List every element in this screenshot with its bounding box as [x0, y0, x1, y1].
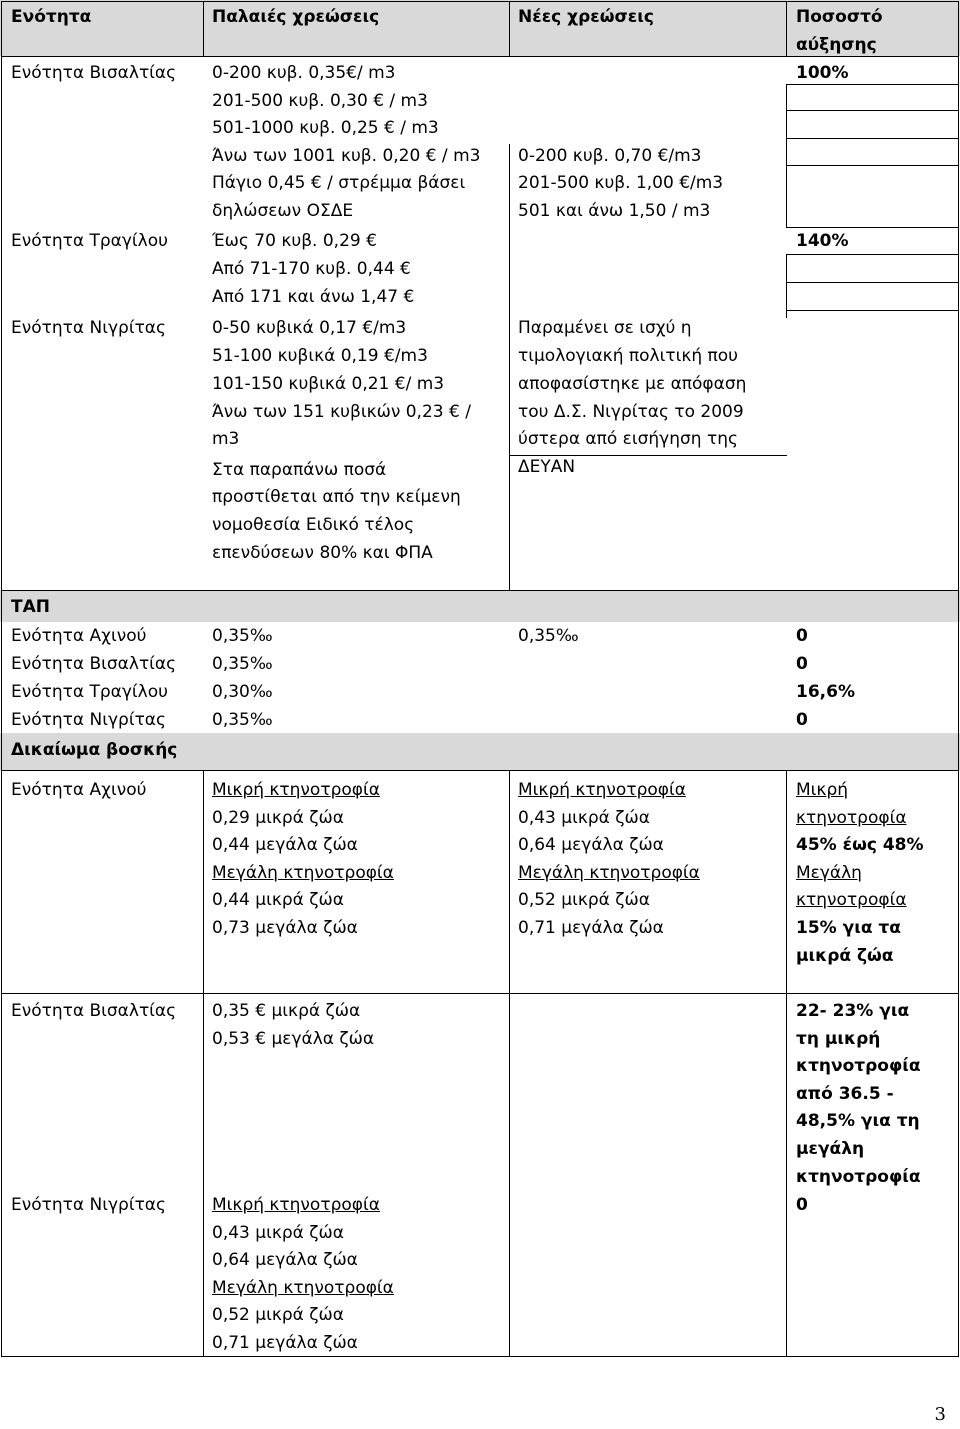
- old-charge-line: Άνω των 1001 κυβ. 0,20 € / m3: [212, 146, 481, 166]
- section-name: Ενότητα Τραγίλου: [11, 231, 168, 251]
- old-charge-line: Από 71-170 κυβ. 0,44 €: [212, 259, 411, 279]
- new-charge-line: 501 και άνω 1,50 / m3: [518, 201, 711, 221]
- grid-line: [509, 144, 510, 590]
- old-charge-line: Μικρή κτηνοτροφία: [212, 780, 380, 800]
- increase-value: 0: [796, 1195, 808, 1215]
- new-charge-line: 0-200 κυβ. 0,70 €/m3: [518, 146, 702, 166]
- header-increase: Ποσοστό αύξησης: [796, 7, 883, 55]
- tap-section-band: [0, 590, 960, 622]
- grid-line: [509, 770, 510, 1356]
- new-charge-line: Μεγάλη κτηνοτροφία: [518, 863, 700, 883]
- old-charge-line: 501-1000 κυβ. 0,25 € / m3: [212, 118, 439, 138]
- old-charge-line: Έως 70 κυβ. 0,29 €: [212, 231, 377, 251]
- increase-line: 15% για τα: [796, 918, 901, 938]
- tap-row-old: 0,35‰: [212, 626, 273, 646]
- old-charge-line: 0-200 κυβ. 0,35€/ m3: [212, 63, 396, 83]
- increase-value: 140%: [796, 231, 849, 251]
- page-number: 3: [934, 1404, 946, 1425]
- new-charge-line: 201-500 κυβ. 1,00 €/m3: [518, 173, 724, 193]
- tap-row-increase: 0: [796, 654, 808, 674]
- new-charge-line: 0,71 μεγάλα ζώα: [518, 918, 664, 938]
- tap-title: ΤΑΠ: [11, 597, 50, 617]
- increase-line: μικρά ζώα: [796, 946, 894, 966]
- tap-row-old: 0,30‰: [212, 682, 273, 702]
- old-charge-line: Μεγάλη κτηνοτροφία: [212, 1278, 394, 1298]
- tap-row-name: Ενότητα Νιγρίτας: [11, 710, 166, 730]
- old-charge-line: προστίθεται από την κείμενη: [212, 487, 461, 507]
- new-charge-line: του Δ.Σ. Νιγρίτας το 2009: [518, 402, 744, 422]
- section-name: Ενότητα Βισαλτίας: [11, 1001, 177, 1021]
- grid-line: [1, 590, 959, 591]
- grid-line: [203, 770, 204, 1356]
- tap-row-new: 0,35‰: [518, 626, 579, 646]
- header-old-charges: Παλαιές χρεώσεις: [212, 7, 380, 27]
- grid-line: [786, 310, 958, 311]
- tap-row-increase: 16,6%: [796, 682, 855, 702]
- old-charge-line: 51-100 κυβικά 0,19 €/m3: [212, 346, 428, 366]
- grid-line: [1, 1, 2, 1357]
- old-charge-line: δηλώσεων ΟΣΔΕ: [212, 201, 354, 221]
- grid-line: [786, 770, 787, 1356]
- grid-line: [786, 84, 787, 228]
- grid-line: [786, 110, 958, 111]
- increase-line: 48,5% για τη: [796, 1111, 920, 1131]
- old-charge-line: 0,43 μικρά ζώα: [212, 1223, 344, 1243]
- new-charge-line: Παραμένει σε ισχύ η: [518, 318, 692, 338]
- new-charge-line: Μικρή κτηνοτροφία: [518, 780, 686, 800]
- grid-line: [1, 993, 959, 994]
- old-charge-line: 0,44 μεγάλα ζώα: [212, 835, 358, 855]
- old-charge-line: Μεγάλη κτηνοτροφία: [212, 863, 394, 883]
- old-charge-line: 0,53 € μεγάλα ζώα: [212, 1029, 375, 1049]
- old-charge-line: 0,29 μικρά ζώα: [212, 808, 344, 828]
- new-charge-line: ύστερα από εισήγηση της: [518, 429, 738, 449]
- increase-line: κτηνοτροφία: [796, 808, 907, 828]
- increase-value: 100%: [796, 63, 849, 83]
- tap-row-old: 0,35‰: [212, 710, 273, 730]
- section-name: Ενότητα Βισαλτίας: [11, 63, 177, 83]
- grid-line: [786, 282, 958, 283]
- old-charge-line: 0-50 κυβικά 0,17 €/m3: [212, 318, 407, 338]
- old-charge-line: Μικρή κτηνοτροφία: [212, 1195, 380, 1215]
- grid-line: [1, 1, 959, 2]
- grid-line: [203, 1, 204, 57]
- new-charge-line: αποφασίστηκε με απόφαση: [518, 374, 747, 394]
- grid-line: [786, 165, 958, 166]
- old-charge-line: 0,73 μεγάλα ζώα: [212, 918, 358, 938]
- old-charge-line: 101-150 κυβικά 0,21 €/ m3: [212, 374, 445, 394]
- grid-line: [786, 254, 787, 318]
- grid-line: [786, 1, 787, 57]
- section-name: Ενότητα Νιγρίτας: [11, 318, 166, 338]
- old-charge-line: Από 171 και άνω 1,47 €: [212, 287, 415, 307]
- increase-line: Μεγάλη: [796, 863, 862, 883]
- old-charge-line: 0,64 μεγάλα ζώα: [212, 1250, 358, 1270]
- header-section: Ενότητα: [11, 7, 92, 27]
- old-charge-line: 0,44 μικρά ζώα: [212, 890, 344, 910]
- section-name: Ενότητα Αχινού: [11, 780, 147, 800]
- grid-line: [509, 1, 510, 57]
- increase-line: 22- 23% για: [796, 1001, 910, 1021]
- header-new-charges: Νέες χρεώσεις: [518, 7, 654, 27]
- grazing-title: Δικαίωμα βοσκής: [11, 740, 178, 760]
- section-name: Ενότητα Νιγρίτας: [11, 1195, 166, 1215]
- old-charge-line: Στα παραπάνω ποσά: [212, 460, 387, 480]
- increase-line: κτηνοτροφία: [796, 890, 907, 910]
- increase-line: κτηνοτροφία: [796, 1167, 921, 1187]
- grid-line: [786, 138, 958, 139]
- increase-line: 45% έως 48%: [796, 835, 924, 855]
- increase-line: τη μικρή: [796, 1029, 881, 1049]
- old-charge-line: Πάγιο 0,45 € / στρέμμα βάσει: [212, 173, 466, 193]
- new-charge-line: ΔΕΥΑΝ: [518, 457, 576, 477]
- old-charge-line: 0,52 μικρά ζώα: [212, 1305, 344, 1325]
- tap-row-name: Ενότητα Βισαλτίας: [11, 654, 177, 674]
- old-charge-line: m3: [212, 429, 240, 449]
- tap-row-old: 0,35‰: [212, 654, 273, 674]
- old-charge-line: Άνω των 151 κυβικών 0,23 € /: [212, 402, 471, 422]
- old-charge-line: 0,71 μεγάλα ζώα: [212, 1333, 358, 1353]
- old-charge-line: νομοθεσία Ειδικό τέλος: [212, 515, 415, 535]
- tap-row-increase: 0: [796, 626, 808, 646]
- new-charge-line: τιμολογιακή πολιτική που: [518, 346, 738, 366]
- increase-line: από 36.5 -: [796, 1084, 894, 1104]
- new-charge-line: 0,64 μεγάλα ζώα: [518, 835, 664, 855]
- increase-line: Μικρή: [796, 780, 849, 800]
- new-charge-line: 0,52 μικρά ζώα: [518, 890, 650, 910]
- increase-line: μεγάλη: [796, 1139, 865, 1159]
- grid-line: [1, 770, 959, 771]
- grid-line: [958, 1, 959, 1357]
- increase-line: κτηνοτροφία: [796, 1056, 921, 1076]
- old-charge-line: 0,35 € μικρά ζώα: [212, 1001, 361, 1021]
- new-charge-line: 0,43 μικρά ζώα: [518, 808, 650, 828]
- grid-line: [1, 1356, 959, 1357]
- tap-row-name: Ενότητα Τραγίλου: [11, 682, 168, 702]
- tap-row-increase: 0: [796, 710, 808, 730]
- tap-row-name: Ενότητα Αχινού: [11, 626, 147, 646]
- old-charge-line: 201-500 κυβ. 0,30 € / m3: [212, 91, 428, 111]
- old-charge-line: επενδύσεων 80% και ΦΠΑ: [212, 543, 433, 563]
